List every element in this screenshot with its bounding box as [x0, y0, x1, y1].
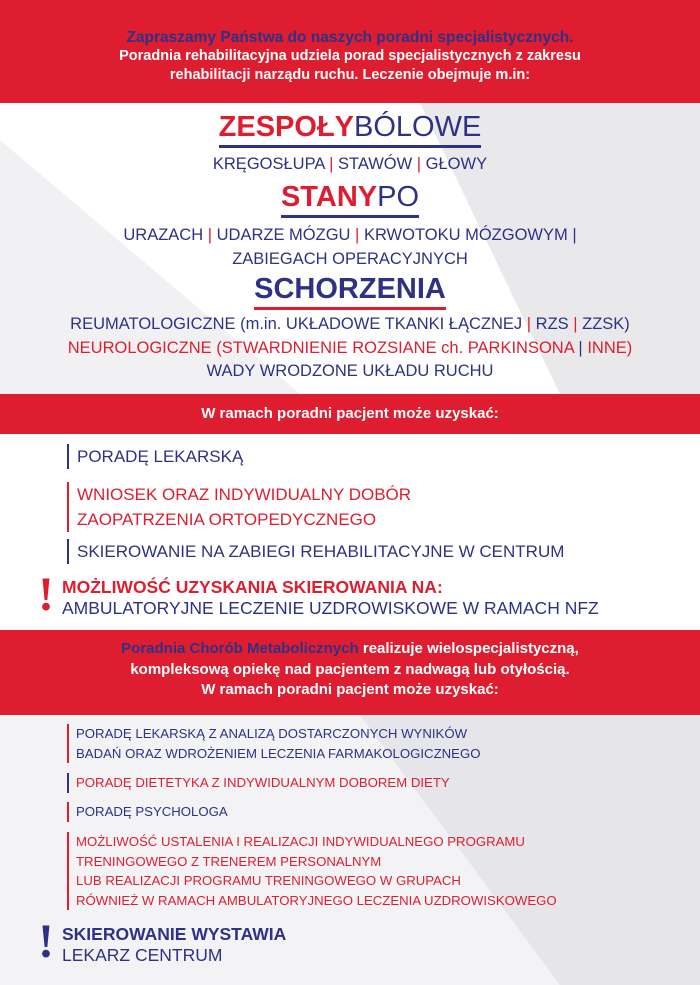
list-item: KRWOTOKU MÓZGOWYM	[363, 226, 568, 244]
list-item: ZZSK)	[582, 315, 630, 333]
list-item-text: MOŻLIWOŚĆ USTALENIA I REALIZACJI INDYWIDUALNEGO PROGRAMU	[76, 834, 525, 849]
rehab-item-porada	[67, 444, 243, 469]
alert-title: SKIEROWANIE WYSTAWIA	[62, 924, 287, 944]
clinic-name: Poradnia Chorób Metabolicznych	[121, 640, 359, 657]
schorzenia-line-3: WADY WRODZONE UKŁADU RUCHU	[206, 362, 494, 380]
list-item-text: SKIEROWANIE NA ZABIEGI REHABILITACYJNE W CENTRUM	[77, 542, 565, 561]
schorzenia-line-1: REUMATOLOGICZNE (m.in. UKŁADOWE TKANKI ŁĄCZNEJ | RZS | ZZSK)	[70, 315, 630, 333]
list-item-text: TRENINGOWEGO Z TRENEREM PERSONALNYM	[76, 853, 382, 869]
list-item: UDARZE MÓZGU	[216, 226, 351, 244]
rehab-banner: W ramach poradni pacjent może uzyskać:	[0, 394, 700, 434]
list-item: URAZACH	[123, 226, 204, 244]
stany-line-1: URAZACH | UDARZE MÓZGU | KRWOTOKU MÓZGOWYM |	[123, 226, 577, 244]
metabolic-intro-line: kompleksową opiekę nad pacjentem z nadwagą lub otyłością.	[130, 660, 570, 678]
alert-text: LEKARZ CENTRUM	[62, 945, 223, 965]
list-item-text: PORADĘ DIETETYKA Z INDYWIDUALNYM DOBOREM DIETY	[76, 775, 450, 790]
rehab-item-wniosek	[67, 482, 411, 532]
list-item: KRĘGOSŁUPA	[212, 155, 325, 173]
list-item: REUMATOLOGICZNE (m.in. UKŁADOWE TKANKI ŁĄCZNEJ	[70, 315, 523, 333]
alert-title: MOŻLIWOŚĆ UZYSKANIA SKIEROWANIA NA:	[62, 577, 443, 597]
rehab-item-skierowanie	[67, 539, 564, 564]
list-item: GŁOWY	[425, 155, 488, 173]
metabolic-item-dietetyk	[67, 773, 450, 793]
heading-light: PO	[377, 181, 420, 213]
metabolic-item-psycholog	[67, 802, 228, 822]
heading-stany	[0, 180, 700, 218]
alert-text: AMBULATORYJNE LECZENIE UZDROWISKOWE W RAMACH NFZ	[62, 598, 599, 618]
list-item: NEUROLOGICZNE (STWARDNIENIE ROZSIANE ch. PARKINSONA	[67, 339, 574, 357]
intro-line: rehabilitacji narządu ruchu. Leczenie obejmuje m.in:	[169, 67, 531, 83]
heading-bold: SCHORZENIA	[254, 273, 446, 305]
intro-line: Poradnia rehabilitacyjna udziela porad specjalistycznych z zakresu	[119, 48, 581, 64]
metabolic-banner	[0, 630, 700, 715]
heading-bold: STANY	[280, 181, 378, 213]
exclamation-icon: !	[38, 915, 54, 968]
exclamation-icon: !	[38, 568, 54, 621]
list-item-text: BADAŃ ORAZ WDROŻENIEM LECZENIA FARMAKOLOGICZNEGO	[76, 745, 481, 761]
heading-zespoly	[0, 110, 700, 148]
list-item-text: PORADĘ PSYCHOLOGA	[76, 804, 228, 819]
list-item-text: PORADĘ LEKARSKĄ Z ANALIZĄ DOSTARCZONYCH WYNIKÓW	[76, 726, 468, 741]
heading-bold: ZESPOŁY	[218, 111, 355, 143]
list-item-text: LUB REALIZACJI PROGRAMU TRENINGOWEGO W GRUPACH	[76, 873, 461, 888]
schorzenia-line-2: NEUROLOGICZNE (STWARDNIENIE ROZSIANE ch. PARKINSONA | INNE)	[67, 339, 633, 357]
list-item-text: ZAOPATRZENIA ORTOPEDYCZNEGO	[77, 510, 377, 529]
heading-schorzenia	[0, 272, 700, 310]
list-item: STAWÓW	[337, 155, 413, 173]
metabolic-intro-line: W ramach poradni pacjent może uzyskać:	[201, 681, 499, 698]
metabolic-item-porada	[67, 724, 480, 763]
list-item-text: PORADĘ LEKARSKĄ	[77, 447, 244, 466]
list-item: INNE)	[587, 339, 633, 357]
list-item-text: WNIOSEK ORAZ INDYWIDUALNY DOBÓR	[77, 485, 412, 504]
intro-banner	[0, 0, 700, 103]
list-item-text: RÓWNIEŻ W RAMACH AMBULATORYJNEGO LECZENIA UZDROWISKOWEGO	[76, 892, 557, 908]
intro-headline: Zapraszamy Państwa do naszych poradni specjalistycznych.	[126, 29, 574, 46]
metabolic-intro-line: Poradnia Chorób Metabolicznych realizuje wielospecjalistyczną,	[121, 640, 579, 657]
stany-line-2: ZABIEGACH OPERACYJNYCH	[232, 250, 468, 268]
metabolic-item-trening	[67, 832, 557, 910]
list-item: RZS	[535, 315, 569, 333]
zespoly-items: KRĘGOSŁUPA | STAWÓW | GŁOWY	[212, 155, 488, 173]
heading-light: BÓLOWE	[354, 111, 482, 143]
